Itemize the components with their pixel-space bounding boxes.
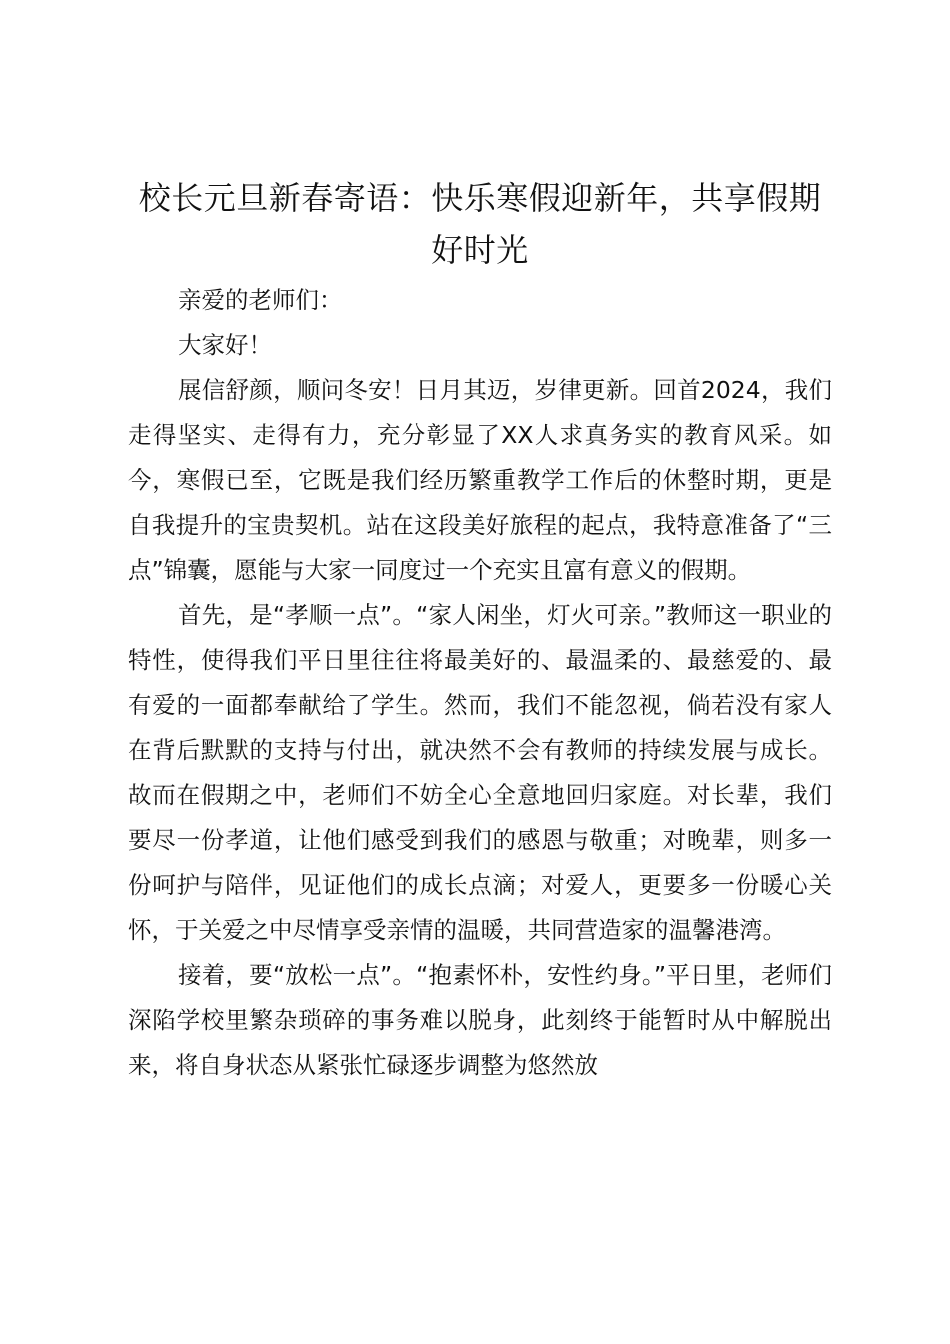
greeting: 大家好！	[178, 331, 272, 359]
paragraph-intro: 展信舒颜，顺问冬安！日月其迈，岁律更新。回首2024，我们走得坚实、走得有力，充分彰显了XX人求真务实的教育风采。如今，寒假已至，它既是我们经历繁重教学工作后的休整时期，更是自我提升的宝贵契机。站在这段美好旅程的起点，我特意准备了“三点”锦囊，愿能与大家一同度过一个充实且富有意义的假期。	[128, 376, 832, 584]
document-title: 校长元旦新春寄语：快乐寒假迎新年，共享假期好时光	[138, 179, 822, 269]
paragraph-first-point: 首先，是“孝顺一点”。“家人闲坐，灯火可亲。”教师这一职业的特性，使得我们平日里往往将最美好的、最温柔的、最慈爱的、最有爱的一面都奉献给了学生。然而，我们不能忽视，倘若没有家人在背后默默的支持与付出，就决然不会有教师的持续发展与成长。故而在假期之中，老师们不妨全心全意地回归家庭。对长辈，我们要尽一份孝道，让他们感受到我们的感恩与敬重；对晚辈，则多一份呵护与陪伴，见证他们的成长点滴；对爱人，更要多一份暖心关怀，于关爱之中尽情享受亲情的温暖，共同营造家的温馨港湾。	[128, 601, 832, 944]
paragraph-second-point: 接着，要“放松一点”。“抱素怀朴，安性约身。”平日里，老师们深陷学校里繁杂琐碎的事务难以脱身，此刻终于能暂时从中解脱出来，将自身状态从紧张忙碌逐步调整为悠然放	[128, 961, 832, 1079]
document-body	[128, 172, 832, 1088]
salutation: 亲爱的老师们：	[178, 286, 343, 314]
